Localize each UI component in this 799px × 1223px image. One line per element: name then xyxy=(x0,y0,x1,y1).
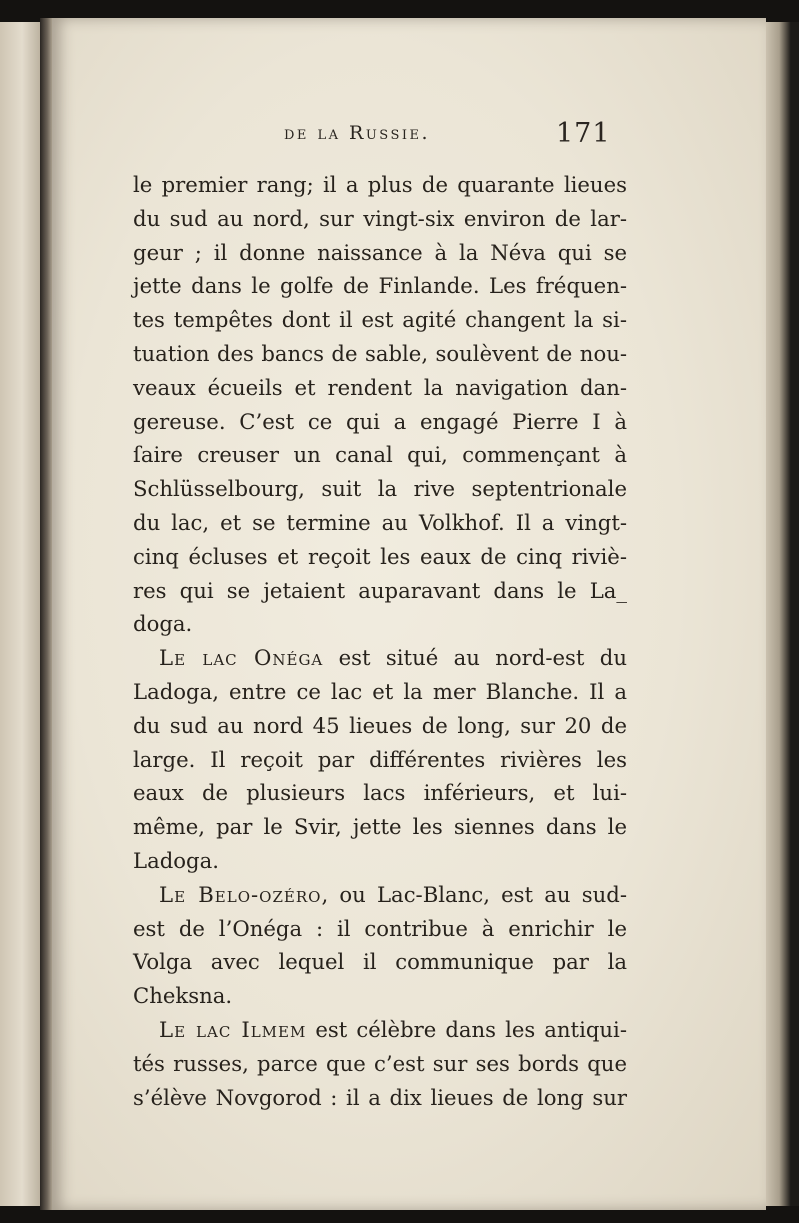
text-line xyxy=(133,641,627,675)
facing-page-edge xyxy=(0,22,40,1206)
paragraph-lead: Le lac Onéga xyxy=(159,645,324,671)
text-line: gereuse. C’est ce qui a engagé Pierre I à xyxy=(133,408,627,434)
running-title: de la Russie. xyxy=(284,122,431,144)
text-line: res qui se jetaient auparavant dans le La_ xyxy=(133,577,627,603)
book-gutter xyxy=(40,18,52,1210)
page-number: 171 xyxy=(556,118,611,149)
text-line: Ladoga, entre ce lac et la mer Blanche. Il a xyxy=(133,678,627,704)
text-line xyxy=(133,878,627,912)
text-line: Volga avec lequel il communique par la xyxy=(133,949,627,975)
text-line: tuation des bancs de sable, soulèvent de nou- xyxy=(133,340,627,366)
paragraph xyxy=(133,878,627,1013)
text-fragment: est situé au nord-est du xyxy=(323,645,627,671)
text-line: est de l’Onéga : il contribue à enrichir le xyxy=(133,915,627,941)
text-line: du sud au nord 45 lieues de long, sur 20 de xyxy=(133,712,627,738)
text-line: ſaire creuser un canal qui, commençant à xyxy=(133,442,627,468)
text-line: jette dans le golfe de Finlande. Les fréquen- xyxy=(133,273,627,299)
text-line: Schlüsselbourg, suit la rive septentrionale xyxy=(133,476,627,502)
paragraph xyxy=(133,168,627,641)
text-line: cinq écluses et reçoit les eaux de cinq riviè- xyxy=(133,543,627,569)
text-fragment: , ou Lac-Blanc, est au sud- xyxy=(321,881,628,907)
text-line: large. Il reçoit par différentes rivières les xyxy=(133,746,627,772)
paragraph-lead: Le lac Ilmem xyxy=(159,1016,307,1042)
text-line: du sud au nord, sur vingt-six environ de lar- xyxy=(133,205,627,231)
text-line: Ladoga. xyxy=(133,847,219,873)
text-line: même, par le Svir, jette les siennes dans le xyxy=(133,814,627,840)
paragraph xyxy=(133,641,627,878)
text-line: tes tempêtes dont il est agité changent la si- xyxy=(133,307,627,333)
body-text xyxy=(133,168,627,1114)
page-edge-shadow xyxy=(766,22,799,1206)
text-line: le premier rang; il a plus de quarante lieues xyxy=(133,172,627,197)
text-line: s’élève Novgorod : il a dix lieues de long sur xyxy=(133,1084,627,1110)
text-line xyxy=(133,1013,627,1047)
text-line: du lac, et se termine au Volkhof. Il a vingt- xyxy=(133,509,627,535)
text-line: tés russes, parce que c’est sur ses bords que xyxy=(133,1050,627,1076)
page-header xyxy=(52,118,766,158)
text-line: geur ; il donne naissance à la Néva qui se xyxy=(133,239,627,265)
text-fragment: est célèbre dans les antiqui- xyxy=(306,1016,627,1042)
text-line: veaux écueils et rendent la navigation dan- xyxy=(133,374,627,400)
paragraph xyxy=(133,1013,627,1114)
text-line: eaux de plusieurs lacs inférieurs, et lui- xyxy=(133,780,627,806)
paragraph-lead: Le Belo-ozéro xyxy=(159,881,322,907)
text-line: doga. xyxy=(133,611,193,637)
text-line: Cheksna. xyxy=(133,983,233,1009)
